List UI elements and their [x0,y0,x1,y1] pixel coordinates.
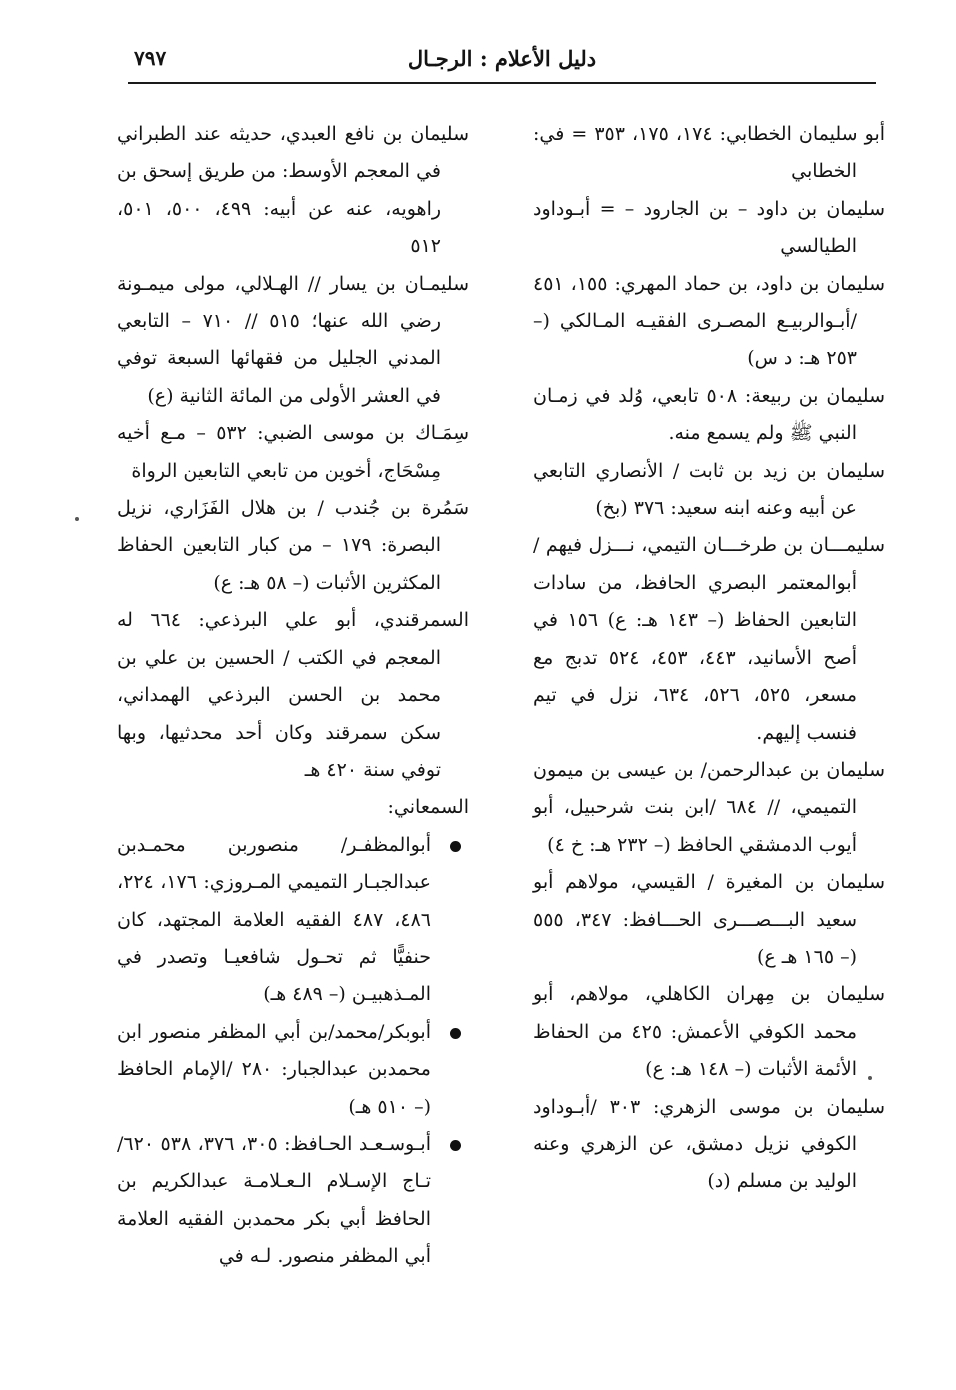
index-entry: سليمان بن زيد بن ثابت / الأنصاري التابعي عن أبيه وعنه ابنه سعيد: ٣٧٦ (بخ) [533,459,885,520]
bullet-entry [117,827,469,1014]
bullet-dot-icon [450,1028,461,1039]
bullet-dot-icon [450,841,461,852]
index-subheading: السمعاني: [387,796,469,819]
bullet-entry [117,1014,469,1126]
index-entry: سليمان بن داود، بن حماد المهري: ١٥٥، ٤٥١ /أبـوالربيـع المصـرى الفقيـه المـالكي (– ٢٥٣ هـ: د س) [533,272,885,370]
bullet-entry-text: أبـوسـعـد الحـافظ: ٣٠٥، ٣٧٦، ٥٣٨ ٦٢٠/تـاج الإسـلام الـعـلامـة عبدالكريم بن الحافظ أبي بكر محمدبن الفقيه العلامة أبي المظفر منصور. لـه في [117,1132,431,1268]
index-entry: سليمان بن داود – بن الجارود – = أبـوداود الطيالسي [533,197,885,258]
bullet-entry-text: أبوالمظفـر/ منصوربن محمـدبن عبدالجبـار التميمي المـروزي: ١٧٦، ٢٢٤، ٤٨٦، ٤٨٧ الفقيه العلامة المجتهد، كان حنفيًّا ثم تحـول شافعيـا وتصدر في المـذهبيـن (– ٤٨٩ هـ) [117,833,431,1006]
index-column-left [117,116,469,1276]
index-entry: سليمـــان بن طرخـــان التيمي، نـــزل فيهم /أبوالمعتمر البصري الحافظ، من سادات التابعين الحفاظ (– ١٤٣ هـ: ع) ١٥٦ في أصح الأسانيد، ٤٤٣، ٤٥٣، ٥٢٤ تدبج مع مسعر، ٥٢٥، ٥٢٦، ٦٣٤، نزل في تيم فنسب إليهم. [533,534,885,744]
index-entry: السمرقندي، أبو علي البرذعي: ٦٦٤ له المعجم في الكتب / الحسين بن علي بن محمد بن الحسن البرذعي الهمداني، سكن سمرقند وكان أحد محدثيها، وبها توفي سنة ٤٢٠ هـ [117,609,470,781]
bullet-entry-text: أبوبكر/محمد/بن أبي المظفر منصور ابن محمدبن عبدالجبار: ٢٨٠ /الإمام الحافظ (– ٥١٠ هـ) [117,1020,431,1118]
index-entry: سليمان بن عبدالرحمن/ بن عيسى بن ميمون التميمي، // ٦٨٤ /ابن بنت شرحبيل، أبو أيوب الدمشقي الحافظ (– ٢٣٢ هـ: خ ٤) [533,758,885,856]
print-speck [75,517,79,521]
index-entry: سليمان بن موسى الزهري: ٣٠٣ /أبـوداود الكوفي نزيل دمشق، عن الزهري وعنه الوليد بن مسلم (د) [533,1095,886,1193]
bullet-entry [117,1126,469,1276]
bullet-dot-icon [450,1140,461,1151]
index-column-right [533,116,885,1201]
print-speck [868,1076,872,1080]
index-entry: سليمان بن ربيعة: ٥٠٨ تابعي، وُلد في زمـان النبي ﷺ ولم يسمع منه. [533,384,885,445]
index-entry: سِمَـاك بن موسى الضبي: ٥٣٢ – مـع أخيه مِسْحَاج، أخوين من تابعي التابعين الرواة [117,422,469,482]
page-number: ٧٩٧ [134,46,167,70]
index-entry: سليمان بن مِهران الكاهلي، مولاهم، أبو محمد الكوفي الأعمش: ٤٢٥ من الحفاظ الأئمة الأثبات (– ١٤٨ هـ: ع) [533,983,885,1081]
page-title: دليل الأعلام : الرجـال [407,46,597,71]
index-entry: أبو سليمان الخطابي: ١٧٤، ١٧٥، ٣٥٣ = في: الخطابي [533,123,886,183]
index-entry: سليمان بن المغيرة / القيسي، مولاهم أبو سعيد البـــصـــرى الحـــافظ: ٣٤٧، ٥٥٥ (– ١٦٥ هـ ع) [533,871,885,968]
index-entry: سليمان بن نافع العبدي، حديثه عند الطبراني في المعجم الأوسط: من طريق إسحق بن راهويه، عنه عن أبيه: ٤٩٩، ٥٠٠، ٥٠١، ٥١٢ [117,123,469,258]
index-entry: سَمُرة بن جُندب / بن هلال الفَزَاري، نزيل البصرة: ١٧٩ – من كبار التابعين الحفاظ المكثرين الأثبات (– ٥٨ هـ: ع) [117,497,469,594]
page-header [128,38,876,84]
index-entry: سليمـان بن يسار // الهـلالي، مولى ميمـونة رضي الله عنها؛ ٥١٥ // ٧١٠ – التابعي المدني الجليل من فقهائها السبعة توفي في العشر الأولى من المائة الثانية (ع) [117,272,469,407]
